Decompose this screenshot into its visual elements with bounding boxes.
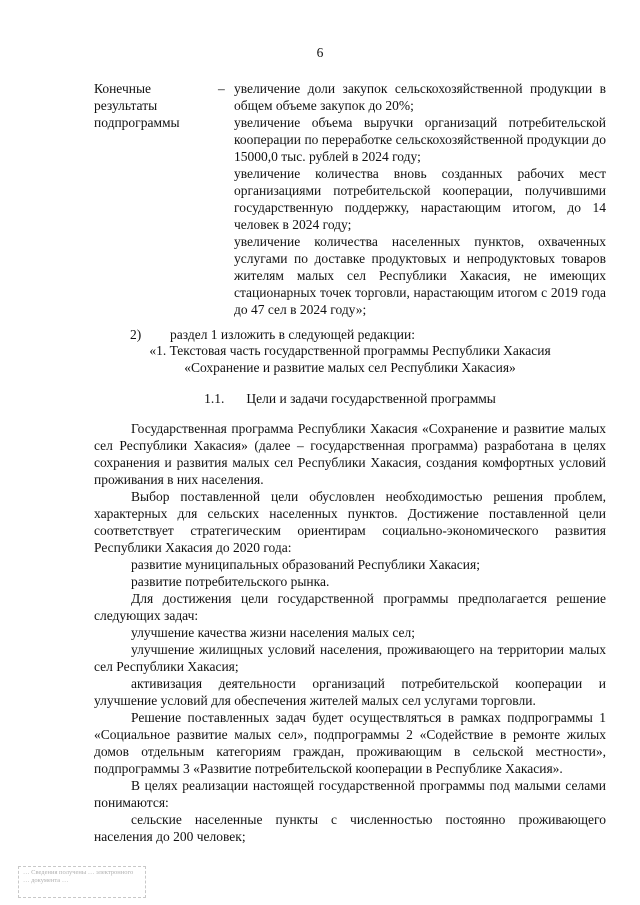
- amendment-text: раздел 1 изложить в следующей редакции:: [170, 327, 416, 342]
- paragraph: активизация деятельности организаций потребительской кооперации и улучшение условий для обеспечения жителей малых сел услугами торговли.: [94, 676, 606, 708]
- paragraph: развитие муниципальных образований Республики Хакасия;: [131, 557, 480, 572]
- section-title: Цели и задачи государственной программы: [246, 391, 496, 406]
- paragraph: улучшение качества жизни населения малых сел;: [131, 625, 415, 640]
- result-item: увеличение количества населенных пунктов, охваченных услугами по доставке продуктовых и непродуктовых товаров жителям малых сел Республики Хакасия, не имеющих стационарных точек торговли, нарастающим итогом с 2019 года до 47 сел в 2024 году»;: [234, 234, 606, 317]
- amendment-instruction: [130, 326, 610, 343]
- amendment-number: 2): [130, 327, 142, 342]
- result-item: увеличение доли закупок сельскохозяйственной продукции в общем объеме закупок до 20%;: [234, 81, 606, 113]
- paragraph: Для достижения цели государственной программы предполагается решение следующих задач:: [94, 591, 606, 623]
- results-label: Конечные результаты подпрограммы: [94, 81, 180, 130]
- body-text: [94, 420, 606, 845]
- section-number: 1.1.: [204, 391, 225, 406]
- results-dash: –: [218, 81, 225, 96]
- paragraph: сельские населенные пункты с численностью постоянно проживающего населения до 200 человек;: [94, 812, 606, 844]
- electronic-copy-stamp: … Сведения получены … электронного … документа …: [18, 866, 146, 898]
- paragraph: Выбор поставленной цели обусловлен необходимостью решения проблем, характерных для сельских населенных пунктов. Достижение поставленной цели соответствует стратегическим ориентирам социально-экономического развития Республики Хакасия до 2020 года:: [94, 489, 606, 555]
- paragraph: В целях реализации настоящей государственной программы под малыми селами понимаются:: [94, 778, 606, 810]
- program-title-line-1: «1. Текстовая часть государственной программы Республики Хакасия: [149, 343, 551, 358]
- paragraph: развитие потребительского рынка.: [131, 574, 330, 589]
- paragraph: улучшение жилищных условий населения, проживающего на территории малых сел Республики Хакасия;: [94, 642, 606, 674]
- section-heading: [94, 390, 606, 407]
- page-number: 6: [316, 45, 324, 60]
- paragraph: Решение поставленных задач будет осуществляться в рамках подпрограммы 1 «Социальное развитие малых сел», подпрограммы 2 «Содействие в ремонте жилых домов отдельным категориям граждан, проживающим в сельской местности», подпрограммы 3 «Развитие потребительской кооперации в Республике Хакасия».: [94, 710, 606, 776]
- result-item: увеличение количества вновь созданных рабочих мест организациями потребительской кооперации, получившими государственную поддержку, нарастающим итогом, до 14 человек в 2024 году;: [234, 166, 606, 232]
- result-item: увеличение объема выручки организаций потребительской кооперации по переработке сельскохозяйственной продукции до 15000,0 тыс. рублей в 2024 году;: [234, 115, 606, 164]
- paragraph: Государственная программа Республики Хакасия «Сохранение и развитие малых сел Республики Хакасия» (далее – государственная программа) разработана в целях сохранения и развития малых сел Республики Хакасия, создания комфортных условий проживания в них населения.: [94, 421, 606, 487]
- program-title-line-2: «Сохранение и развитие малых сел Республики Хакасия»: [184, 360, 516, 375]
- program-title: [94, 342, 606, 376]
- results-list: [234, 80, 606, 318]
